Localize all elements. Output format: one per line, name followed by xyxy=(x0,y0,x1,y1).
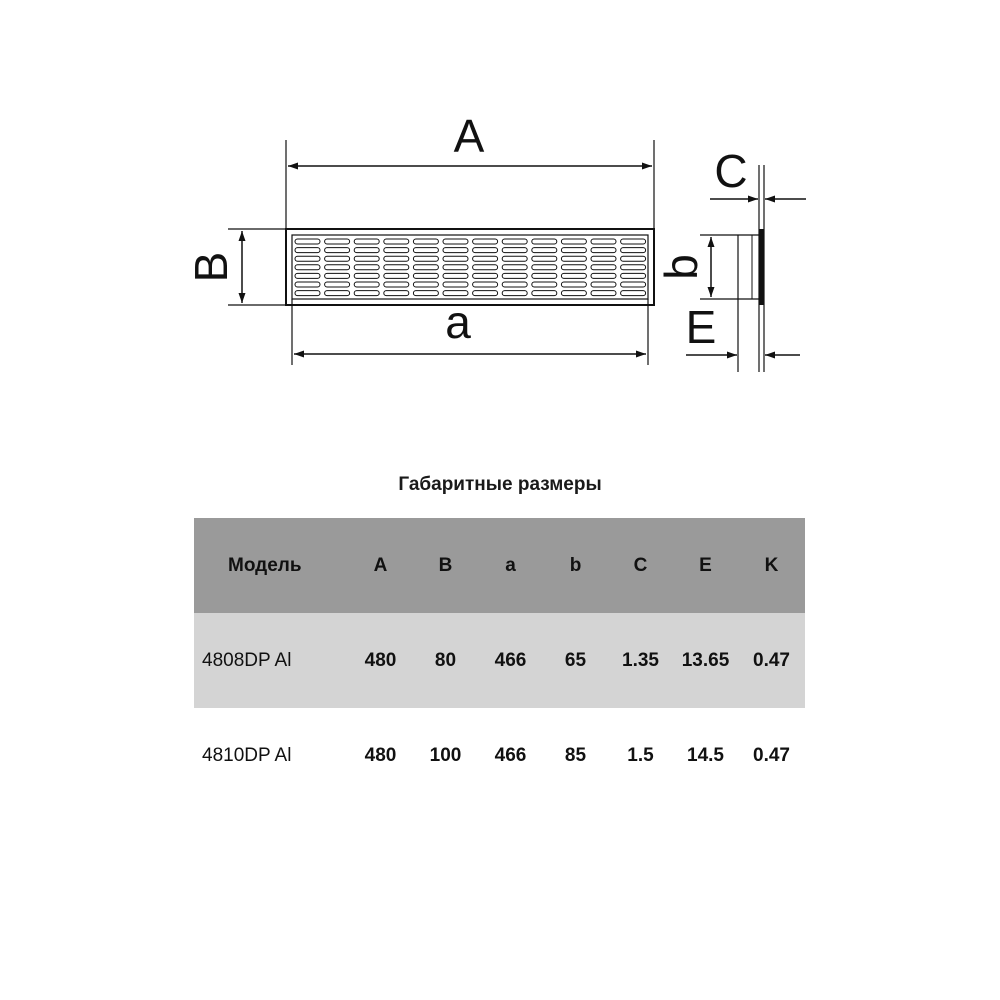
grille-slot xyxy=(384,265,409,270)
grille-slot xyxy=(384,282,409,287)
value-E: 13.65 xyxy=(681,649,730,671)
grille-slot xyxy=(591,291,616,296)
value-a: 466 xyxy=(494,649,527,671)
grille-slot xyxy=(443,273,468,278)
dimension-E xyxy=(686,301,800,355)
grille-slot xyxy=(295,248,320,253)
value-b: 85 xyxy=(564,744,587,766)
grille-slot xyxy=(443,248,468,253)
grille-slot xyxy=(325,265,350,270)
table-header-row xyxy=(194,518,805,613)
grille-slot xyxy=(295,256,320,261)
grille-slot xyxy=(473,291,498,296)
header-B: B xyxy=(438,554,453,576)
label-B: B xyxy=(185,251,237,283)
grille-slot xyxy=(532,273,557,278)
grille-slot xyxy=(325,239,350,244)
grille-slot xyxy=(413,291,438,296)
grille-slot xyxy=(384,248,409,253)
grille-slot xyxy=(413,239,438,244)
grille-slot xyxy=(295,239,320,244)
grille-slot xyxy=(532,282,557,287)
grille-slot xyxy=(532,239,557,244)
header-E: E xyxy=(699,554,712,576)
grille-slot xyxy=(561,291,586,296)
technical-drawing xyxy=(0,0,1000,440)
grille-slot xyxy=(621,291,646,296)
grille-inner-frame xyxy=(292,235,648,299)
grille-slot xyxy=(325,273,350,278)
grille-slot xyxy=(532,248,557,253)
header-b: b xyxy=(569,554,582,576)
dimension-a xyxy=(292,296,648,365)
grille-slot xyxy=(295,291,320,296)
header-model: Модель xyxy=(228,554,302,576)
value-b: 65 xyxy=(564,649,587,671)
grille-slot xyxy=(561,282,586,287)
grille-slot xyxy=(591,282,616,287)
grille-front-view xyxy=(286,229,654,305)
grille-slot xyxy=(384,291,409,296)
grille-slot xyxy=(384,256,409,261)
label-E: E xyxy=(685,301,717,353)
header-A: A xyxy=(373,554,388,576)
value-K: 0.47 xyxy=(753,649,790,671)
table-caption: Габаритные размеры xyxy=(398,474,602,495)
grille-slot xyxy=(354,282,379,287)
header-K: K xyxy=(764,554,779,576)
grille-slot xyxy=(621,239,646,244)
grille-slot xyxy=(413,256,438,261)
model-name: 4808DP Al xyxy=(202,649,292,671)
value-E: 14.5 xyxy=(687,744,724,766)
label-A: A xyxy=(453,110,485,162)
dimension-B xyxy=(185,229,286,305)
grille-slot xyxy=(295,273,320,278)
grille-slot xyxy=(473,282,498,287)
label-b: b xyxy=(655,254,707,280)
grille-slot xyxy=(354,256,379,261)
grille-slot xyxy=(295,265,320,270)
label-C: C xyxy=(714,145,748,197)
grille-slot xyxy=(502,256,527,261)
header-C: C xyxy=(633,554,648,576)
grille-slot xyxy=(473,256,498,261)
grille-slot xyxy=(591,256,616,261)
grille-slots xyxy=(295,239,646,296)
grille-slot xyxy=(621,256,646,261)
grille-slot xyxy=(443,239,468,244)
grille-slot xyxy=(325,256,350,261)
grille-slot xyxy=(473,248,498,253)
header-a: a xyxy=(505,554,516,576)
value-B: 100 xyxy=(429,744,462,766)
grille-slot xyxy=(354,291,379,296)
grille-slot xyxy=(443,256,468,261)
grille-slot xyxy=(325,291,350,296)
value-K: 0.47 xyxy=(753,744,790,766)
grille-slot xyxy=(532,291,557,296)
value-B: 80 xyxy=(434,649,457,671)
grille-slot xyxy=(473,239,498,244)
grille-slot xyxy=(295,282,320,287)
grille-slot xyxy=(354,273,379,278)
grille-slot xyxy=(621,282,646,287)
dimension-C xyxy=(710,145,806,199)
grille-slot xyxy=(325,248,350,253)
grille-slot xyxy=(443,282,468,287)
grille-slot xyxy=(384,239,409,244)
value-A: 480 xyxy=(364,649,397,671)
dimension-b xyxy=(655,235,738,299)
label-a: a xyxy=(445,296,471,348)
grille-slot xyxy=(532,265,557,270)
dimensions-table xyxy=(194,518,805,803)
grille-slot xyxy=(443,265,468,270)
grille-slot xyxy=(354,239,379,244)
model-name: 4810DP Al xyxy=(202,744,292,766)
grille-slot xyxy=(591,248,616,253)
value-C: 1.5 xyxy=(627,744,654,766)
grille-slot xyxy=(473,273,498,278)
grille-slot xyxy=(502,248,527,253)
grille-slot xyxy=(502,265,527,270)
grille-slot xyxy=(502,239,527,244)
grille-slot xyxy=(413,273,438,278)
grille-slot xyxy=(502,273,527,278)
grille-slot xyxy=(561,273,586,278)
grille-slot xyxy=(561,265,586,270)
grille-slot xyxy=(561,248,586,253)
table-row xyxy=(194,613,805,708)
dimension-A xyxy=(286,110,654,229)
value-a: 466 xyxy=(494,744,527,766)
grille-slot xyxy=(561,256,586,261)
table-row xyxy=(194,708,805,803)
grille-slot xyxy=(325,282,350,287)
grille-slot xyxy=(354,248,379,253)
value-A: 480 xyxy=(364,744,397,766)
grille-slot xyxy=(354,265,379,270)
grille-slot xyxy=(591,273,616,278)
grille-slot xyxy=(591,265,616,270)
grille-slot xyxy=(621,265,646,270)
grille-slot xyxy=(621,248,646,253)
value-C: 1.35 xyxy=(622,649,659,671)
grille-slot xyxy=(413,248,438,253)
grille-slot xyxy=(413,282,438,287)
grille-slot xyxy=(532,256,557,261)
grille-slot xyxy=(502,291,527,296)
grille-slot xyxy=(502,282,527,287)
grille-slot xyxy=(473,265,498,270)
grille-slot xyxy=(384,273,409,278)
grille-slot xyxy=(561,239,586,244)
grille-slot xyxy=(621,273,646,278)
grille-slot xyxy=(591,239,616,244)
grille-slot xyxy=(413,265,438,270)
grille-slot xyxy=(443,291,468,296)
grille-outer-frame xyxy=(286,229,654,305)
